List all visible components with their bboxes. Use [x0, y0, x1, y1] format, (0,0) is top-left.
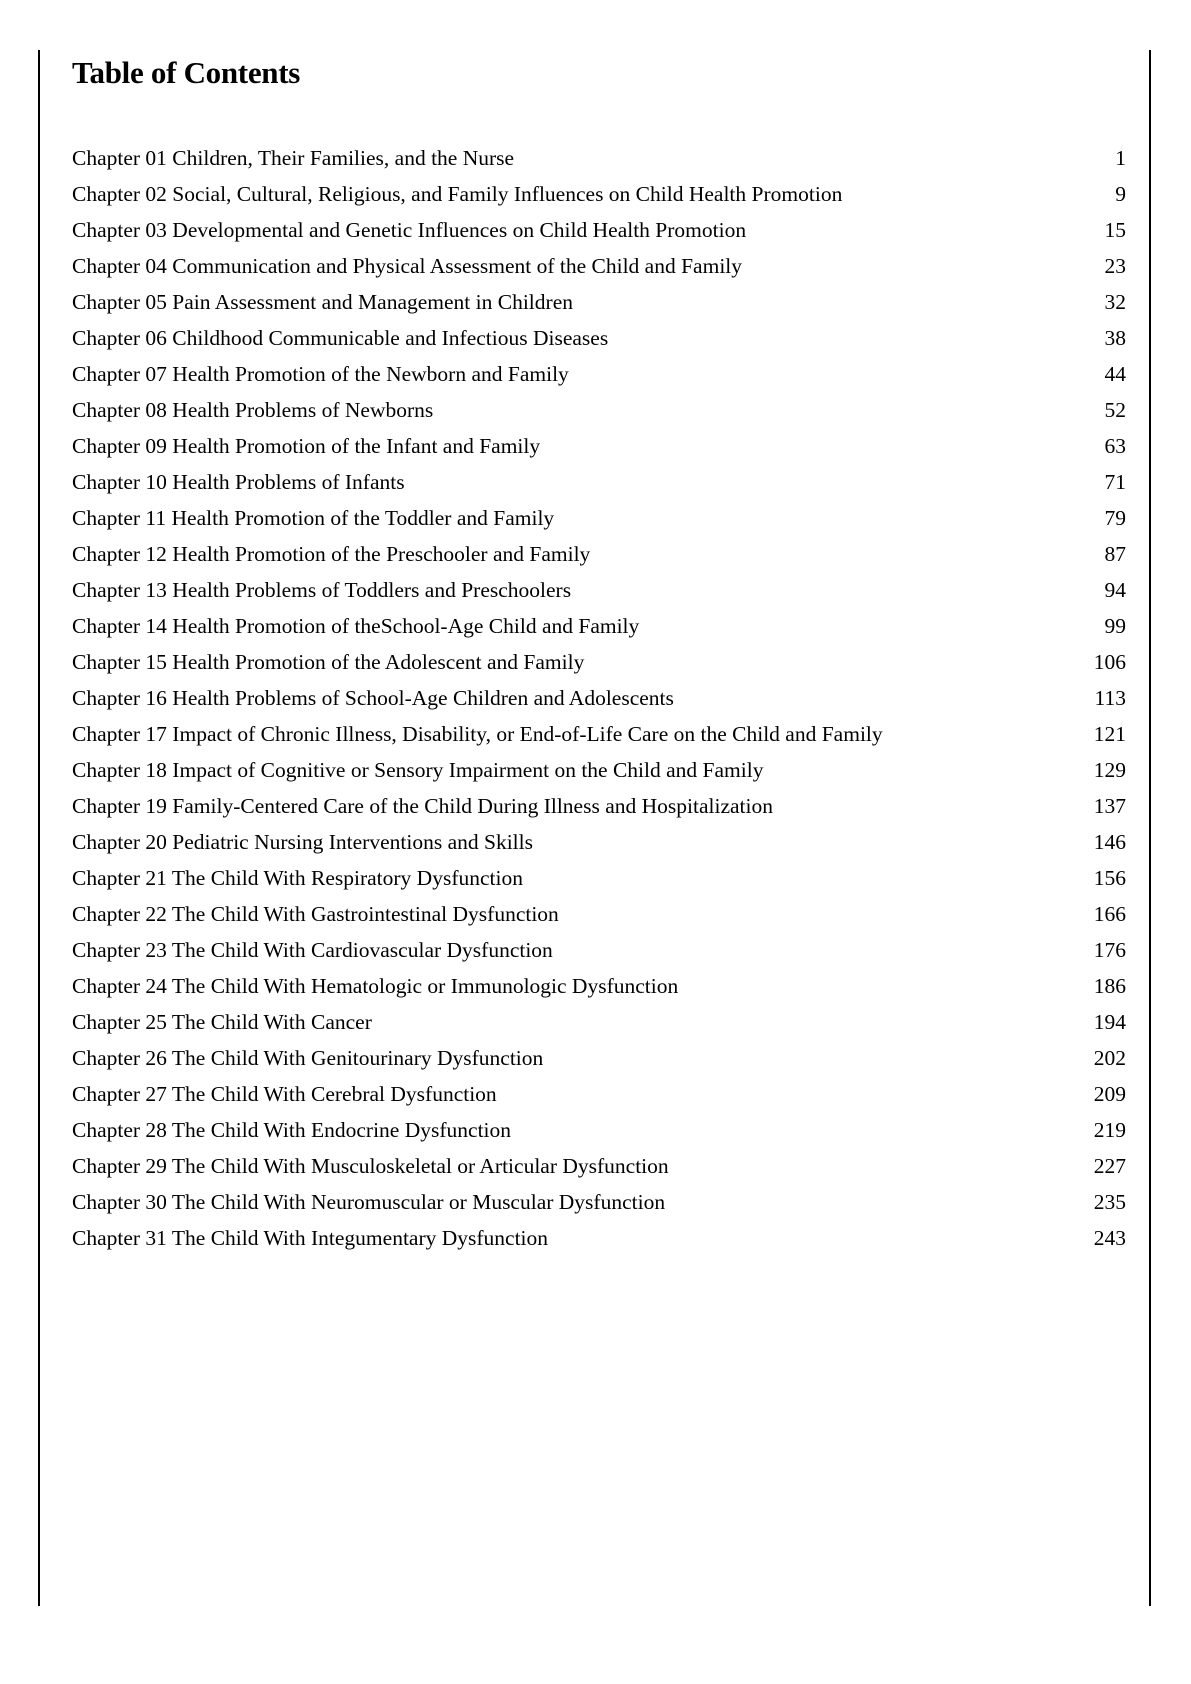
toc-entry-page: 9 — [1115, 182, 1126, 206]
toc-entry[interactable] — [72, 140, 1126, 176]
toc-entry-page: 209 — [1093, 1082, 1126, 1106]
toc-entry[interactable] — [72, 896, 1126, 932]
toc-entry[interactable] — [72, 464, 1126, 500]
toc-entry[interactable] — [72, 1184, 1126, 1220]
toc-entry-page: 94 — [1104, 578, 1126, 602]
toc-entry-title: Chapter 11 Health Promotion of the Toddler and Family — [72, 506, 555, 530]
toc-entry-title: Chapter 07 Health Promotion of the Newborn and Family — [72, 362, 569, 386]
toc-entry[interactable] — [72, 1004, 1126, 1040]
toc-entry-page: 71 — [1104, 470, 1126, 494]
toc-entry-title: Chapter 17 Impact of Chronic Illness, Disability, or End-of-Life Care on the Child and Family — [72, 722, 883, 746]
toc-entry-page: 15 — [1104, 218, 1126, 242]
toc-entry-title: Chapter 24 The Child With Hematologic or Immunologic Dysfunction — [72, 974, 679, 998]
toc-entry-title: Chapter 15 Health Promotion of the Adolescent and Family — [72, 650, 585, 674]
toc-entry[interactable] — [72, 248, 1126, 284]
toc-entry-page: 113 — [1094, 686, 1126, 710]
toc-entry-title: Chapter 19 Family-Centered Care of the Child During Illness and Hospitalization — [72, 794, 773, 818]
toc-entry[interactable] — [72, 716, 1126, 752]
toc-entry-title: Chapter 28 The Child With Endocrine Dysfunction — [72, 1118, 512, 1142]
left-margin-rule — [38, 50, 40, 1606]
toc-entry[interactable] — [72, 860, 1126, 896]
toc-entry[interactable] — [72, 536, 1126, 572]
toc-entry-title: Chapter 18 Impact of Cognitive or Sensory Impairment on the Child and Family — [72, 758, 764, 782]
toc-entry-title: Chapter 03 Developmental and Genetic Influences on Child Health Promotion — [72, 218, 747, 242]
toc-entry[interactable] — [72, 320, 1126, 356]
toc-entry-page: 44 — [1104, 362, 1126, 386]
toc-entry[interactable] — [72, 212, 1126, 248]
toc-entry-page: 186 — [1093, 974, 1126, 998]
toc-entry-page: 121 — [1093, 722, 1126, 746]
toc-entry-title: Chapter 31 The Child With Integumentary Dysfunction — [72, 1226, 549, 1250]
toc-entry[interactable] — [72, 968, 1126, 1004]
toc-entry-page: 87 — [1104, 542, 1126, 566]
toc-list — [72, 140, 1126, 1256]
toc-entry[interactable] — [72, 572, 1126, 608]
toc-entry-page: 1 — [1115, 146, 1126, 170]
toc-entry-title: Chapter 23 The Child With Cardiovascular Dysfunction — [72, 938, 553, 962]
toc-entry-title: Chapter 01 Children, Their Families, and the Nurse — [72, 146, 515, 170]
toc-entry-page: 52 — [1104, 398, 1126, 422]
toc-entry-title: Chapter 05 Pain Assessment and Management in Children — [72, 290, 573, 314]
toc-entry[interactable] — [72, 428, 1126, 464]
page-title: Table of Contents — [72, 55, 301, 90]
toc-entry-page: 106 — [1093, 650, 1126, 674]
toc-entry-title: Chapter 20 Pediatric Nursing Interventions and Skills — [72, 830, 533, 854]
toc-entry-page: 235 — [1093, 1190, 1126, 1214]
toc-entry-page: 32 — [1104, 290, 1126, 314]
toc-entry-page: 166 — [1093, 902, 1126, 926]
toc-entry-title: Chapter 25 The Child With Cancer — [72, 1010, 372, 1034]
toc-entry-page: 23 — [1104, 254, 1126, 278]
toc-entry[interactable] — [72, 284, 1126, 320]
toc-entry-title: Chapter 08 Health Problems of Newborns — [72, 398, 434, 422]
toc-entry[interactable] — [72, 1112, 1126, 1148]
toc-entry-title: Chapter 02 Social, Cultural, Religious, and Family Influences on Child Health Promotion — [72, 182, 843, 206]
toc-entry-title: Chapter 10 Health Problems of Infants — [72, 470, 405, 494]
toc-entry-title: Chapter 26 The Child With Genitourinary Dysfunction — [72, 1046, 544, 1070]
toc-entry-page: 194 — [1093, 1010, 1126, 1034]
toc-entry-page: 202 — [1093, 1046, 1126, 1070]
toc-entry[interactable] — [72, 644, 1126, 680]
toc-entry-title: Chapter 29 The Child With Musculoskeletal or Articular Dysfunction — [72, 1154, 669, 1178]
toc-entry[interactable] — [72, 1076, 1126, 1112]
toc-entry-title: Chapter 14 Health Promotion of theSchool-Age Child and Family — [72, 614, 640, 638]
toc-entry[interactable] — [72, 392, 1126, 428]
toc-entry[interactable] — [72, 788, 1126, 824]
toc-entry-page: 137 — [1093, 794, 1126, 818]
toc-entry-title: Chapter 06 Childhood Communicable and Infectious Diseases — [72, 326, 609, 350]
toc-entry-page: 129 — [1093, 758, 1126, 782]
toc-entry-title: Chapter 21 The Child With Respiratory Dysfunction — [72, 866, 523, 890]
toc-entry-page: 146 — [1093, 830, 1126, 854]
toc-entry[interactable] — [72, 932, 1126, 968]
toc-entry[interactable] — [72, 608, 1126, 644]
toc-entry[interactable] — [72, 1220, 1126, 1256]
toc-entry-title: Chapter 12 Health Promotion of the Preschooler and Family — [72, 542, 591, 566]
toc-entry-page: 219 — [1093, 1118, 1126, 1142]
toc-entry[interactable] — [72, 824, 1126, 860]
toc-entry-page: 79 — [1104, 506, 1126, 530]
toc-entry[interactable] — [72, 500, 1126, 536]
toc-entry-page: 63 — [1104, 434, 1126, 458]
toc-entry-page: 99 — [1104, 614, 1126, 638]
toc-entry-title: Chapter 13 Health Problems of Toddlers and Preschoolers — [72, 578, 572, 602]
toc-entry[interactable] — [72, 752, 1126, 788]
toc-entry[interactable] — [72, 1148, 1126, 1184]
toc-entry-page: 176 — [1093, 938, 1126, 962]
right-margin-rule — [1149, 50, 1151, 1606]
toc-entry-page: 227 — [1093, 1154, 1126, 1178]
toc-entry-page: 243 — [1093, 1226, 1126, 1250]
toc-entry-title: Chapter 09 Health Promotion of the Infant and Family — [72, 434, 541, 458]
toc-entry-title: Chapter 04 Communication and Physical Assessment of the Child and Family — [72, 254, 743, 278]
toc-entry-title: Chapter 22 The Child With Gastrointestinal Dysfunction — [72, 902, 559, 926]
toc-entry[interactable] — [72, 356, 1126, 392]
toc-entry-title: Chapter 16 Health Problems of School-Age Children and Adolescents — [72, 686, 674, 710]
toc-entry[interactable] — [72, 680, 1126, 716]
toc-entry[interactable] — [72, 176, 1126, 212]
toc-entry-page: 38 — [1104, 326, 1126, 350]
toc-entry-title: Chapter 30 The Child With Neuromuscular or Muscular Dysfunction — [72, 1190, 666, 1214]
toc-entry-page: 156 — [1093, 866, 1126, 890]
toc-entry[interactable] — [72, 1040, 1126, 1076]
toc-entry-title: Chapter 27 The Child With Cerebral Dysfunction — [72, 1082, 497, 1106]
